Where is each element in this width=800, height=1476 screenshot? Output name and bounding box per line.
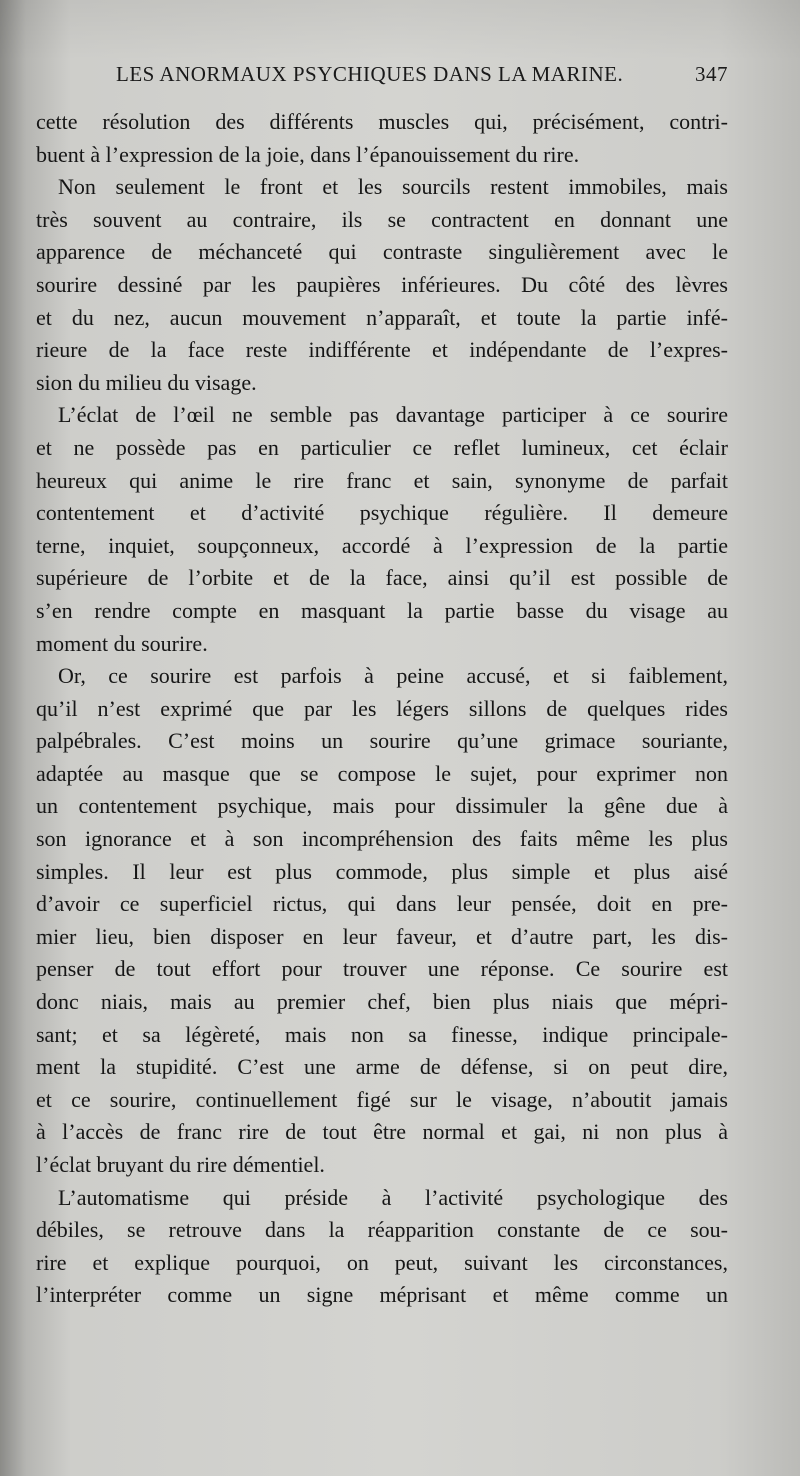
text-line: rieure de la face reste indifférente et indépendante de l’expres- [36, 337, 728, 363]
text-line: à l’accès de franc rire de tout être normal et gai, ni non plus à [36, 1119, 728, 1145]
text-line: sant; et sa légèreté, mais non sa finesse, indique principale- [36, 1021, 728, 1047]
page-header [116, 62, 728, 92]
text-line: l’éclat bruyant du rire démentiel. [36, 1152, 325, 1177]
text-line: débiles, se retrouve dans la réapparition constante de ce sou- [36, 1217, 728, 1243]
text-line: donc niais, mais au premier chef, bien plus niais que mépri- [36, 989, 728, 1015]
body-text [36, 106, 728, 1312]
text-line: buent à l’expression de la joie, dans l’épanouissement du rire. [36, 141, 580, 167]
text-line: moment du sourire. [36, 630, 208, 656]
running-title: LES ANORMAUX PSYCHIQUES DANS LA MARINE. [116, 62, 624, 86]
text-line: rire et explique pourquoi, on peut, suivant les circonstances, [36, 1249, 728, 1275]
text-line: sourire dessiné par les paupières inférieures. Du côté des lèvres [36, 271, 728, 297]
text-line: son ignorance et à son incompréhension des faits même les plus [36, 826, 728, 852]
text-line: et ce sourire, continuellement figé sur le visage, n’aboutit jamais [36, 1086, 728, 1112]
text-line: sion du milieu du visage. [36, 369, 257, 395]
text-line: palpébrales. C’est moins un sourire qu’une grimace souriante, [36, 728, 728, 754]
text-line: d’avoir ce superficiel rictus, qui dans leur pensée, doit en pre- [36, 891, 728, 917]
text-line: simples. Il leur est plus commode, plus simple et plus aisé [36, 858, 728, 884]
text-line: L’automatisme qui préside à l’activité psychologique des [58, 1184, 728, 1210]
text-line: adaptée au masque que se compose le sujet, pour exprimer non [36, 760, 728, 786]
text-line: Non seulement le front et les sourcils restent immobiles, mais [58, 174, 728, 200]
text-line: contentement et d’activité psychique régulière. Il demeure [36, 500, 728, 526]
text-line: un contentement psychique, mais pour dissimuler la gêne due à [36, 793, 728, 819]
text-line: et du nez, aucun mouvement n’apparaît, et toute la partie infé- [36, 304, 728, 330]
text-line: penser de tout effort pour trouver une réponse. Ce sourire est [36, 956, 728, 982]
text-line: ment la stupidité. C’est une arme de défense, si on peut dire, [36, 1054, 728, 1080]
text-line: qu’il n’est exprimé que par les légers sillons de quelques rides [36, 695, 728, 721]
text-line: apparence de méchanceté qui contraste singulièrement avec le [36, 239, 728, 265]
text-line: Or, ce sourire est parfois à peine accusé, et si faiblement, [58, 663, 728, 689]
page-number: 347 [695, 62, 728, 86]
text-line: l’interpréter comme un signe méprisant et même comme un [36, 1282, 728, 1308]
text-line: cette résolution des différents muscles qui, précisément, contri- [36, 109, 728, 134]
text-line: heureux qui anime le rire franc et sain, synonyme de parfait [36, 467, 728, 493]
text-line: et ne possède pas en particulier ce reflet lumineux, cet éclair [36, 434, 728, 460]
text-line: L’éclat de l’œil ne semble pas davantage participer à ce sourire [58, 402, 728, 428]
text-line: supérieure de l’orbite et de la face, ainsi qu’il est possible de [36, 565, 728, 591]
text-line: très souvent au contraire, ils se contractent en donnant une [36, 206, 728, 232]
text-line: s’en rendre compte en masquant la partie basse du visage au [36, 597, 728, 623]
text-line: terne, inquiet, soupçonneux, accordé à l’expression de la partie [36, 532, 728, 558]
text-line: mier lieu, bien disposer en leur faveur, et d’autre part, les dis- [36, 923, 728, 949]
